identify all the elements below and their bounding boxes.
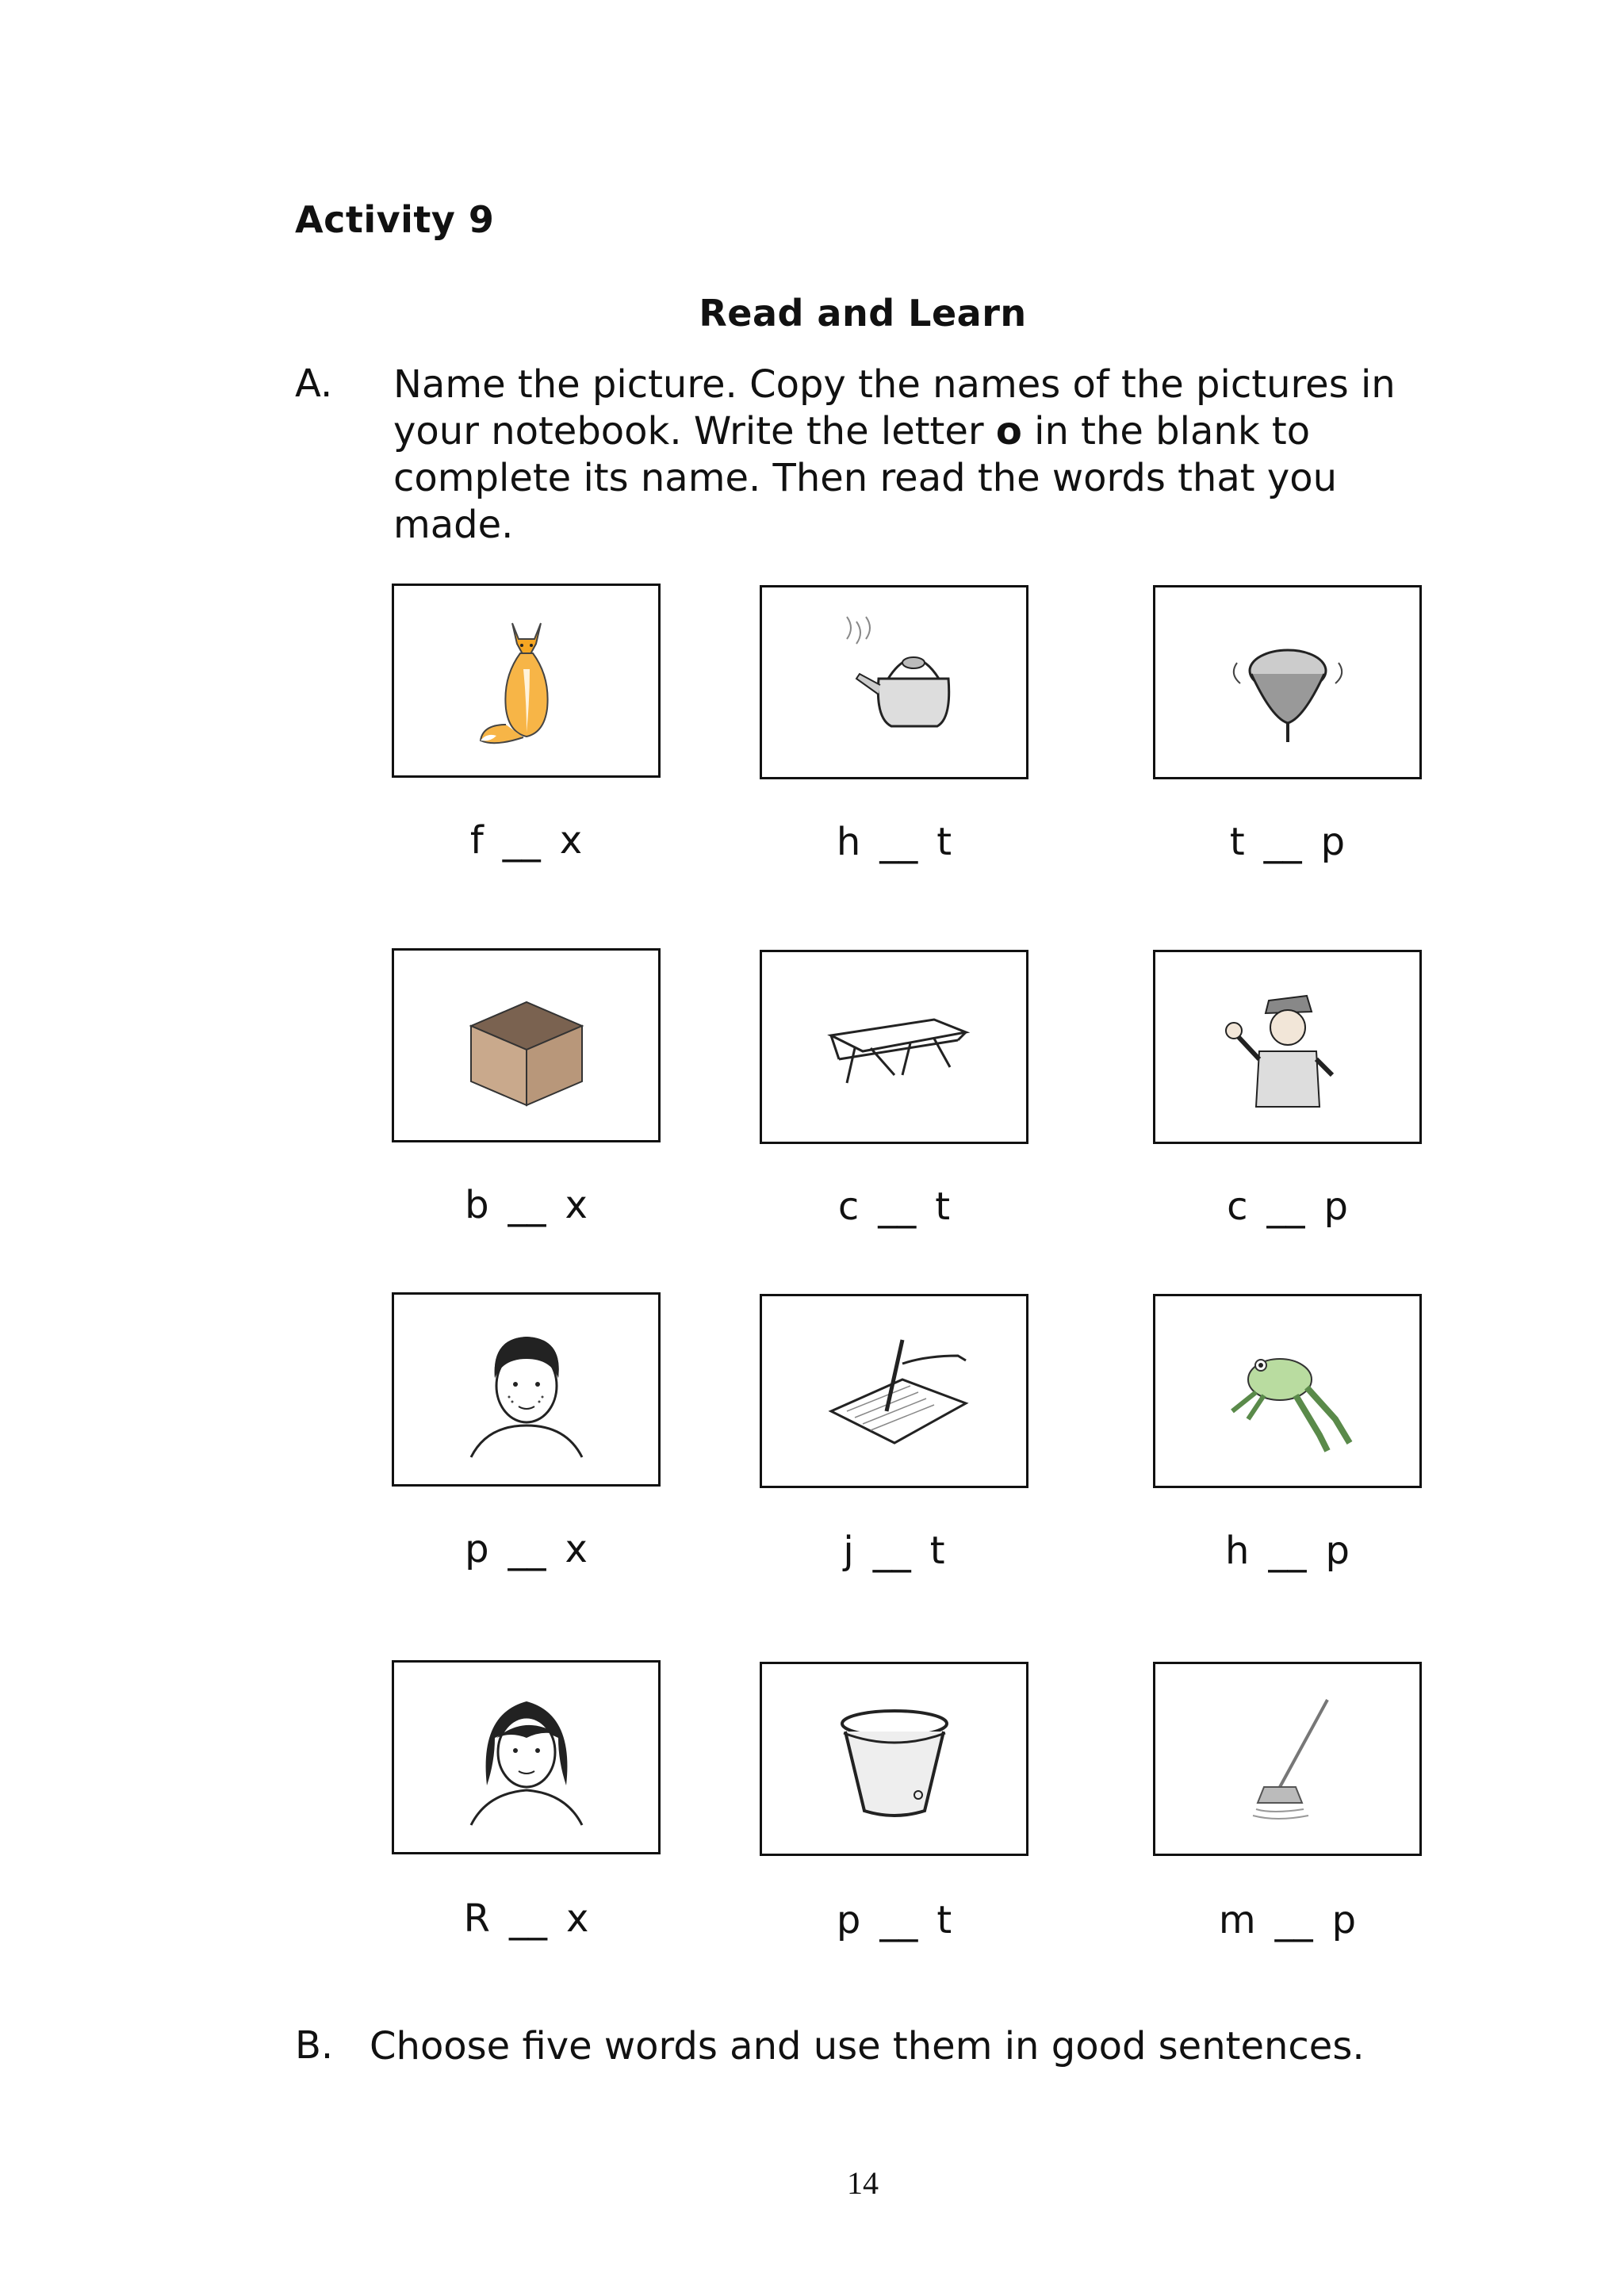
girl-face-icon (447, 1682, 606, 1833)
picture-box-kettle (760, 585, 1028, 779)
boy-face-icon (447, 1314, 606, 1465)
word-top: t __ p (1229, 820, 1346, 864)
part-b-instruction: Choose five words and use them in good sentences. (370, 2024, 1365, 2068)
word-jot: j __ t (843, 1529, 945, 1573)
picture-box-cot (760, 950, 1028, 1144)
picture-box-mop (1153, 1662, 1422, 1856)
box-icon (447, 970, 606, 1121)
police-officer-icon (1208, 972, 1367, 1123)
word-pot: p __ t (836, 1898, 952, 1942)
word-hop: h __ p (1225, 1529, 1350, 1573)
page-number: 14 (847, 2165, 879, 2201)
picture-box-jot (760, 1294, 1028, 1488)
letter-o: o (995, 409, 1022, 453)
picture-box-girl (392, 1660, 661, 1854)
word-cot: c __ t (837, 1184, 951, 1229)
part-b-label: B. (295, 2023, 334, 2068)
picture-box-box (392, 948, 661, 1142)
picture-box-frog (1153, 1294, 1422, 1488)
flower-pot-icon (815, 1684, 974, 1835)
picture-box-boy (392, 1292, 661, 1487)
word-fox: f __ x (469, 818, 583, 863)
mop-icon (1208, 1684, 1367, 1835)
word-box: b __ x (465, 1183, 588, 1227)
word-mop: m __ p (1218, 1898, 1357, 1942)
picture-box-top (1153, 585, 1422, 779)
kettle-icon (815, 607, 974, 758)
word-pox: p __ x (465, 1527, 588, 1571)
part-a-instruction: Name the picture. Copy the names of the pictures in your notebook. Write the letter o in the blank to complete its name. Then read the words that you made. (393, 362, 1396, 547)
part-a-label: A. (295, 362, 333, 406)
fox-icon (447, 606, 606, 756)
hand-writing-icon (815, 1316, 974, 1467)
frog-icon (1208, 1316, 1367, 1467)
picture-box-pot (760, 1662, 1028, 1856)
spinning-top-icon (1208, 607, 1367, 758)
word-hot: h __ t (836, 820, 952, 864)
word-rox: R __ x (463, 1896, 589, 1941)
picture-box-cop (1153, 950, 1422, 1144)
activity-title: Activity 9 (295, 198, 495, 241)
word-cop: c __ p (1227, 1184, 1348, 1229)
cot-icon (815, 972, 974, 1123)
picture-box-fox (392, 584, 661, 778)
section-title: Read and Learn (699, 292, 1027, 335)
